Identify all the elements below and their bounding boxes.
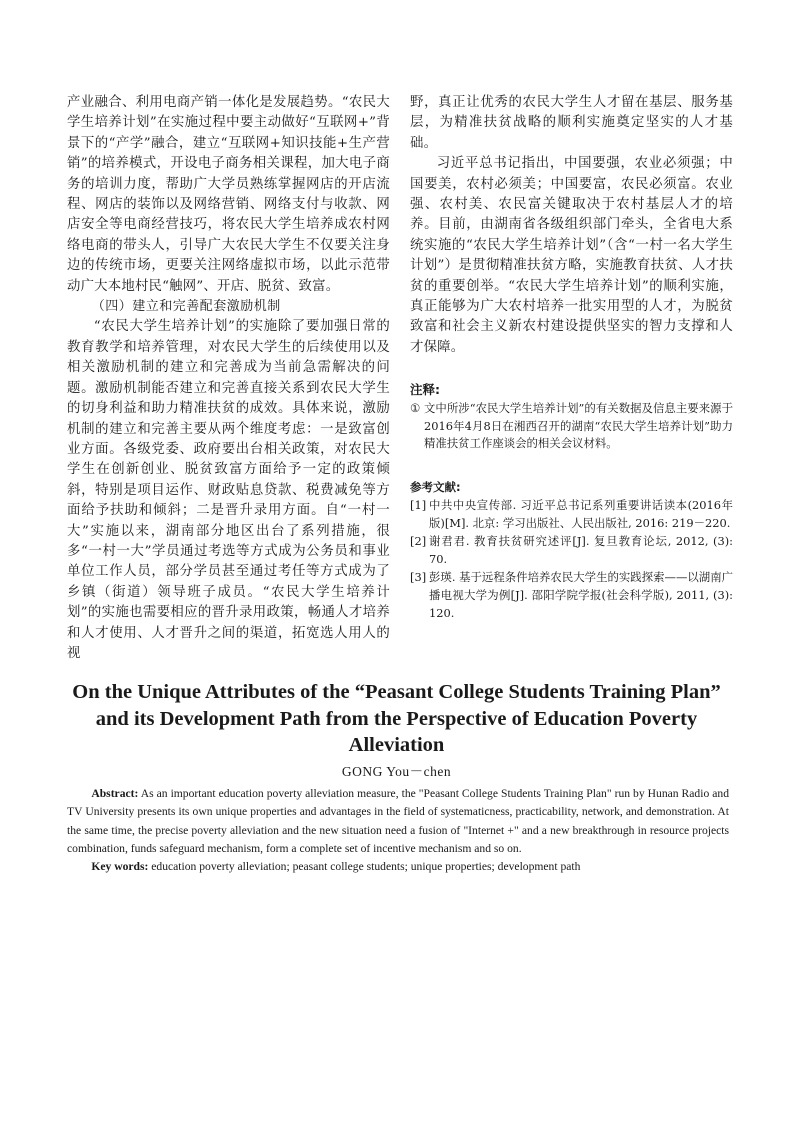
note-marker: ①	[410, 401, 421, 416]
body-paragraph: 习近平总书记指出，中国要强，农业必须强；中国要美，农村必须美；中国要富，农民必须富。农业强、农村美、农民富关键取决于农村基层人才的培养。目前，由湖南省各级组织部门牵头，全省电大系统实施的“农民大学生培养计划”（含“一村一名大学生计划”）是贯彻精准扶贫方略，实施教育扶贫、人才扶贫的重要创举。“农民大学生培养计划”的顺利实施，真正能够为广大农村培养一批实用型的人才，为脱贫致富和社会主义新农村建设提供坚实的智力支撑和人才保障。	[410, 156, 733, 355]
reference-item	[410, 497, 733, 532]
reference-number: [3]	[410, 570, 427, 585]
english-author: GONG You－chen	[341, 764, 452, 779]
reference-number: [2]	[410, 534, 427, 549]
english-abstract	[67, 785, 729, 859]
reference-text: 中共中央宣传部. 习近平总书记系列重要讲话读本(2016年版)[M]. 北京: 学习出版社、人民出版社, 2016: 219－220.	[429, 498, 733, 530]
abstract-text: As an important education poverty alleviation measure, the "Peasant College Students Training Plan" run by Hunan Radio and TV University presents its own unique properties and advantages in the field of systematicness, practicability, network, and demonstration. At the same time, the precise poverty alleviation and the new situation need a fusion of "Internet +" and a new breakthrough in resource projects combination, funds safeguard mechanism, form a complete set of incentive mechanism and so on.	[67, 787, 729, 856]
right-column	[410, 93, 733, 623]
keywords-label: Key words:	[91, 860, 149, 873]
reference-item	[410, 533, 733, 568]
note-item	[410, 400, 733, 453]
reference-number: [1]	[410, 498, 427, 513]
reference-text: 彭瑛. 基于远程条件培养农民大学生的实践探索——以湖南广播电视大学为例[J]. 邵阳学院学报(社会科学版), 2011, (3): 120.	[429, 570, 733, 620]
keywords-text: education poverty alleviation; peasant college students; unique properties; development path	[148, 860, 581, 873]
notes-heading: 注释:	[410, 382, 440, 398]
references-heading: 参考文献:	[410, 480, 461, 495]
note-text: 文中所涉“农民大学生培养计划”的有关数据及信息主要来源于2016年4月8日在湘西召开的湖南“农民大学生培养计划”助力精准扶贫工作座谈会的相关会议材料。	[424, 401, 733, 451]
reference-text: 谢君君. 教育扶贫研究述评[J]. 复旦教育论坛, 2012, (3): 70.	[429, 534, 733, 566]
section-subheading: （四）建立和完善配套激励机制	[91, 299, 281, 315]
abstract-label: Abstract:	[91, 787, 139, 800]
reference-item	[410, 569, 733, 622]
english-keywords	[67, 858, 729, 876]
english-title: On the Unique Attributes of the “Peasant College Students Training Plan” and its Development Path from the Perspective of Education Poverty Alleviation	[72, 681, 721, 756]
body-paragraph: 产业融合、利用电商产销一体化是发展趋势。“农民大学生培养计划”在实施过程中要主动做好“互联网+”背景下的“产学”融合，建立“互联网+知识技能+生产营销”的培养模式，开设电子商务相关课程，加大电子商务的培训力度，帮助广大学员熟练掌握网店的开店流程、网店的装饰以及网络营销、网络支付与收款、网店安全等电商经营技巧，将农民大学生培养成农村网络电商的带头人，引导广大农民大学生不仅要关注身边的传统市场，更要关注网络虚拟市场，以此示范带动广大本地村民“触网”、开店、脱贫、致富。	[67, 95, 390, 294]
left-column	[67, 93, 390, 664]
body-paragraph: 野，真正让优秀的农民大学生人才留在基层、服务基层，为精准扶贫战略的顺利实施奠定坚实的人才基础。	[410, 95, 733, 151]
body-paragraph: “农民大学生培养计划”的实施除了要加强日常的教育教学和培养管理，对农民大学生的后续使用以及相关激励机制的建立和完善成为当前急需解决的问题。激励机制能否建立和完善直接关系到农民大学生的切身利益和助力精准扶贫的成效。具体来说，激励机制的建立和完善主要从两个维度考虑：一是致富创业方面。各级党委、政府要出台相关政策，对农民大学生在创新创业、脱贫致富方面给予一定的政策倾斜，特别是项目运作、财政贴息贷款、税费减免等方面给予扶助和倾斜；二是晋升录用方面。自“一村一大”实施以来，湖南部分地区出台了系列措施，很多“一村一大”学员通过考选等方式成为公务员和事业单位工作人员，部分学员甚至通过考任等方式成为了乡镇（街道）领导班子成员。“农民大学生培养计划”的实施也需要相应的晋升录用政策，畅通人才培养和人才使用、人才晋升之间的渠道，拓宽选人用人的视	[67, 319, 390, 661]
